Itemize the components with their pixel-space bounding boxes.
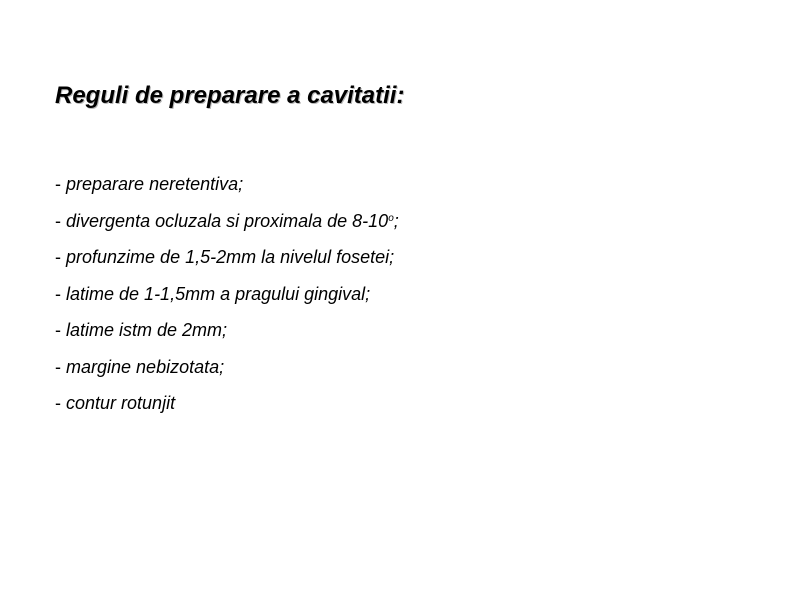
bullet-dash: - [55,393,61,413]
list-item [55,173,399,196]
bullet-dash: - [55,320,61,340]
rules-list [55,173,399,429]
rule-text: profunzime de 1,5-2mm la nivelul fosetei; [66,247,395,267]
bullet-dash: - [55,283,61,304]
list-item [55,392,399,415]
rule-text: contur rotunjit [66,393,176,413]
rule-text-suffix: ; [393,210,399,231]
list-item [55,319,399,342]
list-item [55,283,399,306]
rule-text-main: divergenta ocluzala si proximala de 8-10 [66,210,389,231]
bullet-dash: - [55,247,61,267]
degree-superscript: o [388,212,394,224]
rule-text: preparare neretentiva; [66,174,244,194]
bullet-dash: - [55,210,61,231]
rule-text [66,211,399,231]
rule-text: margine nebizotata; [66,356,225,377]
rule-text: latime istm de 2mm; [66,320,228,340]
list-item [55,356,399,379]
list-item [55,210,399,233]
bullet-dash: - [55,174,61,194]
list-item [55,246,399,269]
rule-text: latime de 1-1,5mm a pragului gingival; [66,283,371,304]
bullet-dash: - [55,356,61,377]
slide-title: Reguli de preparare a cavitatii: [55,82,405,109]
